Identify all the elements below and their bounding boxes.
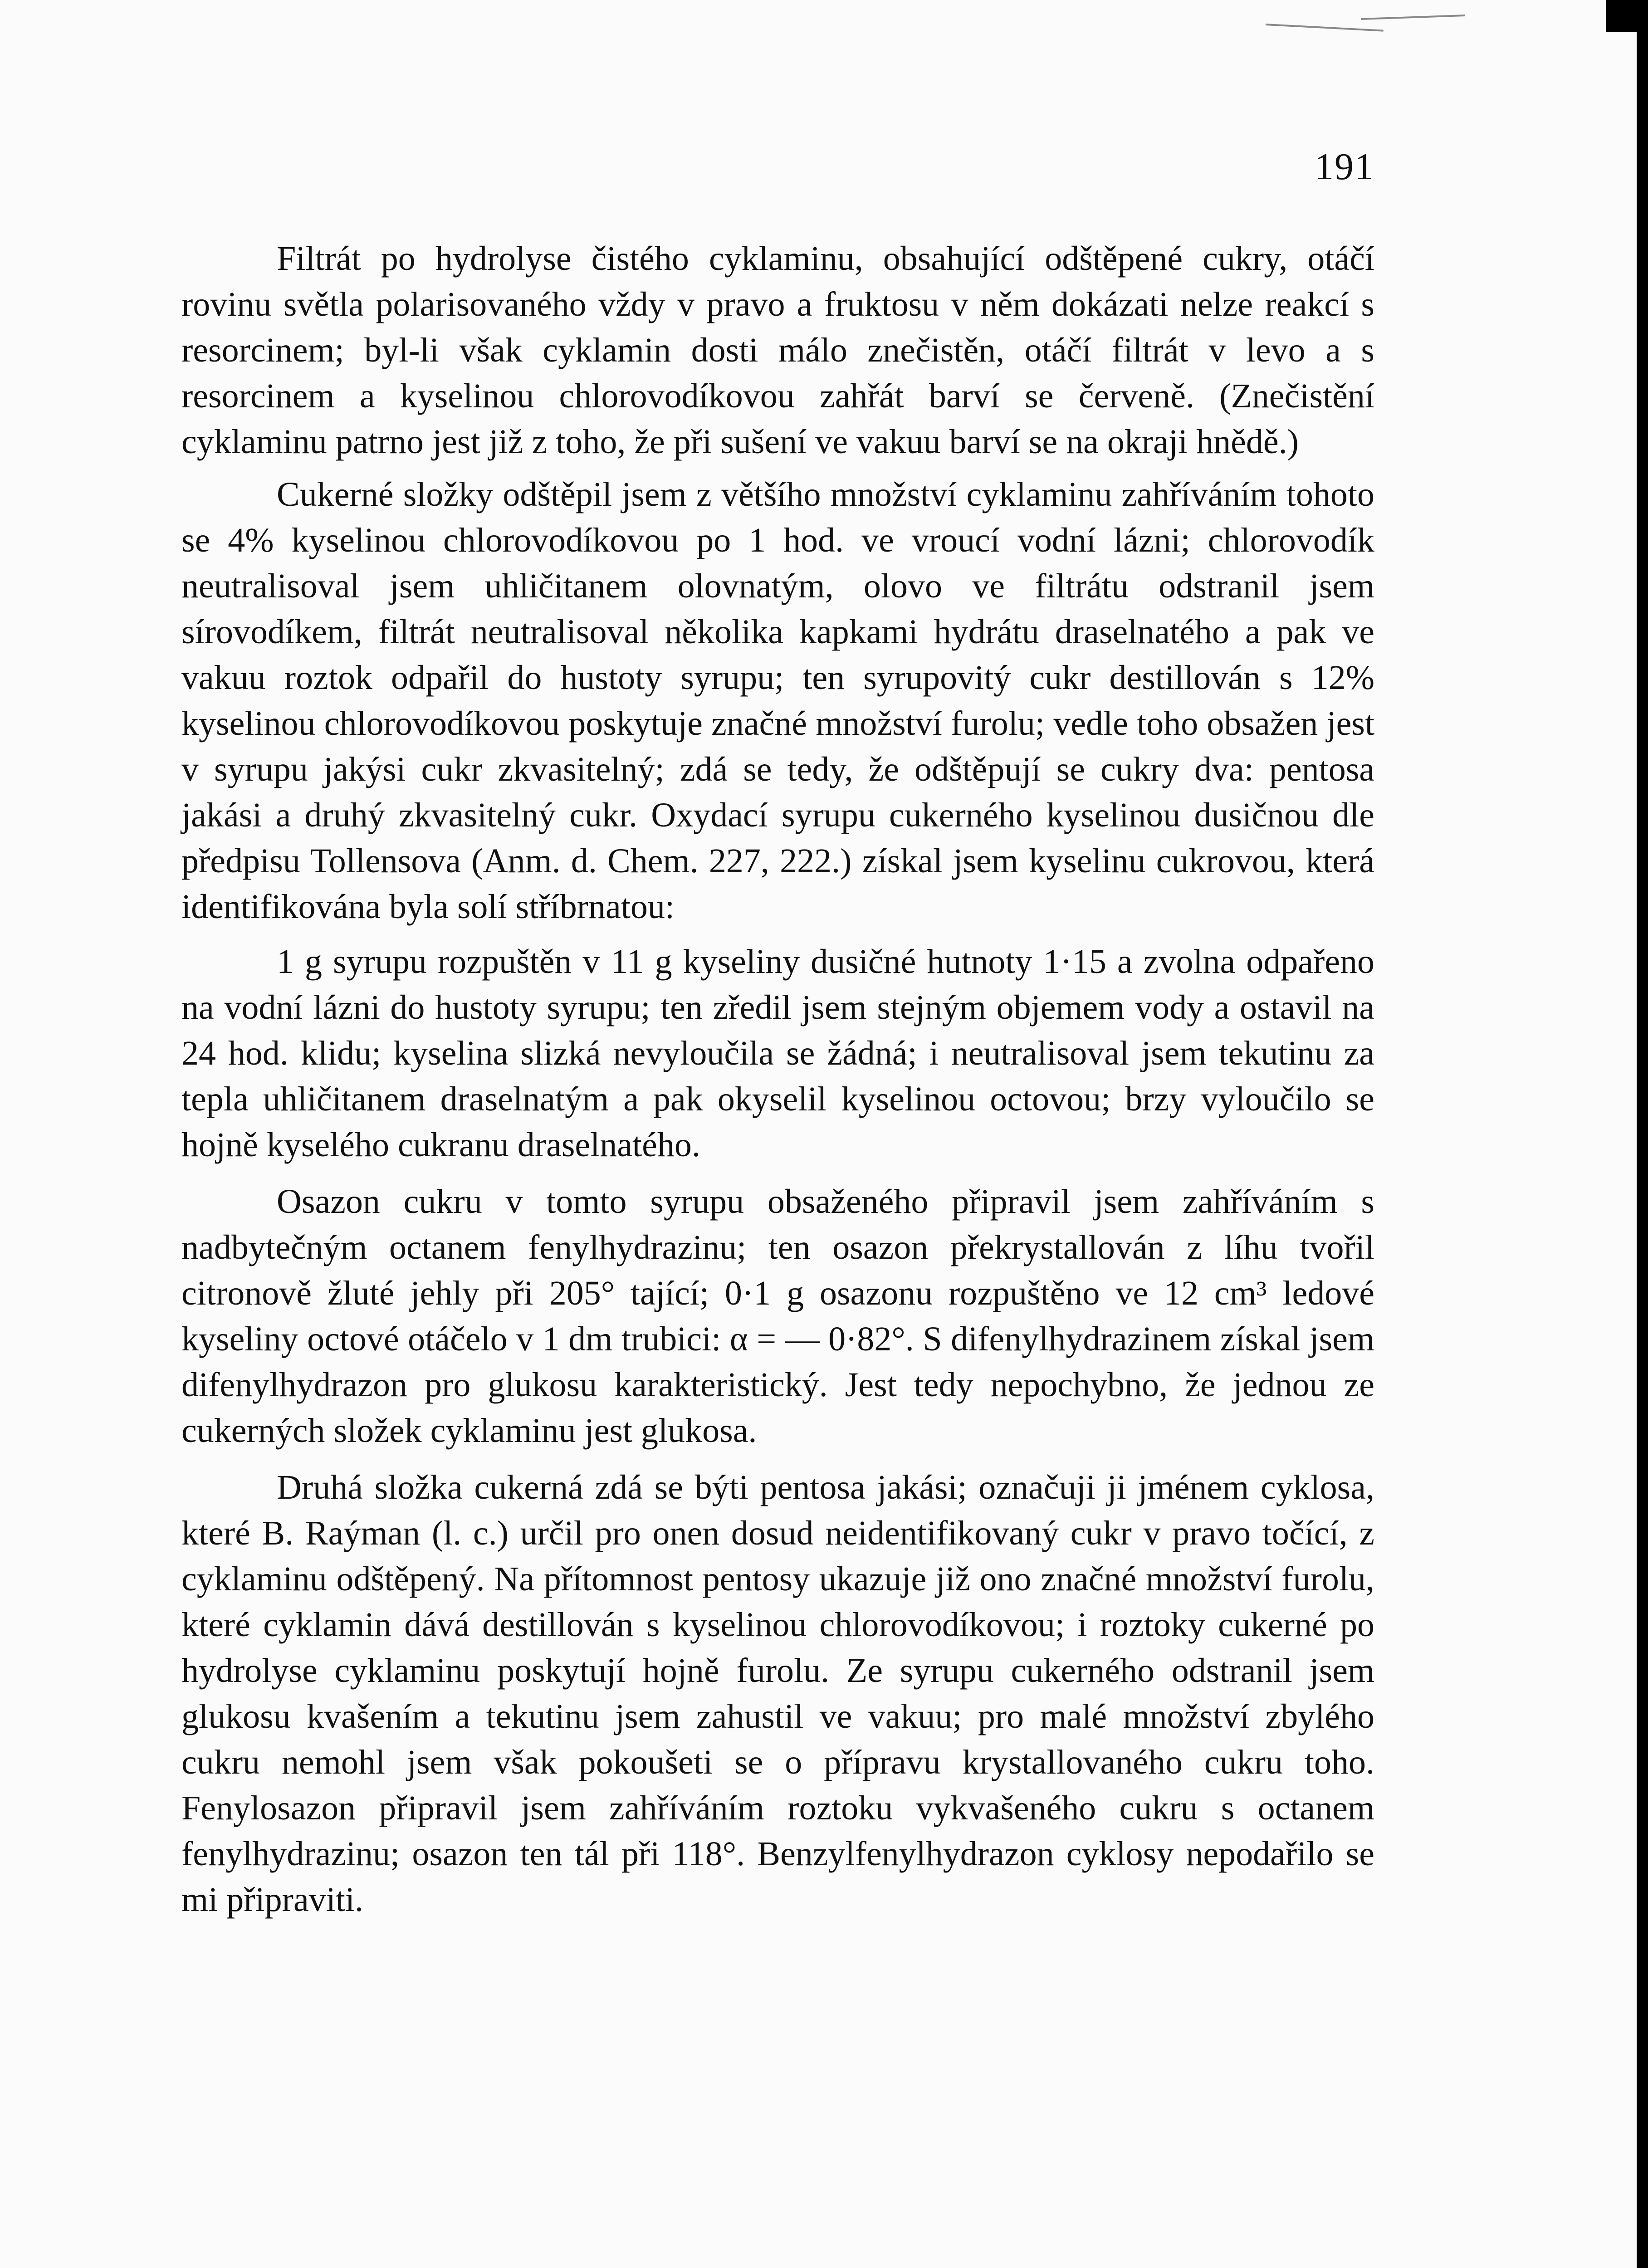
paragraph-4: Osazon cukru v tomto syrupu obsaženého připravil jsem zahříváním s nadbytečným octanem fenylhydrazinu; ten osazon překrystallován z líhu tvořil citronově žluté jehly při 205° tající; 0·1 g osazonu rozpuštěno ve 12 cm³ ledové kyseliny octové otáčelo v 1 dm trubici: α = — 0·82°. S difenylhydrazinem získal jsem difenylhydrazon pro glukosu karakteristický. Jest tedy nepochybno, že jednou ze cukerných složek cyklaminu jest glukosa. bbox=[181, 1183, 1374, 1450]
scan-mark bbox=[1361, 15, 1465, 20]
scan-edge-right bbox=[1637, 0, 1648, 2268]
paragraph-2: Cukerné složky odštěpil jsem z většího množství cyklaminu zahříváním tohoto se 4% kyselinou chlorovodíkovou po 1 hod. ve vroucí vodní lázni; chlorovodík neutralisoval jsem uhličitanem olovnatým, olovo ve filtrátu odstranil jsem sírovodíkem, filtrát neutralisoval několika kapkami hydrátu draselnatého a pak ve vakuu roztok odpařil do hustoty syrupu; ten syrupovitý cukr destillován s 12% kyselinou chlorovodíkovou poskytuje značné množství furolu; vedle toho obsažen jest v syrupu jakýsi cukr zkvasitelný; zdá se tedy, že odštěpují se cukry dva: pentosa jakási a druhý zkvasitelný cukr. Oxydací syrupu cukerného kyselinou dusičnou dle předpisu Tollensova (Anm. d. Chem. 227, 222.) získal jsem kyselinu cukrovou, která identifikována byla solí stříbrnatou: bbox=[181, 475, 1374, 926]
page-number: 191 bbox=[1315, 146, 1374, 188]
paragraph-5: Druhá složka cukerná zdá se býti pentosa jakási; označuji ji jménem cyklosa, které B. Raýman (l. c.) určil pro onen dosud neidentifikovaný cukr v pravo točící, z cyklaminu odštěpený. Na přítomnost pentosy ukazuje již ono značné množství furolu, které cyklamin dává destillován s kyselinou chlorovodíkovou; i roztoky cukerné po hydrolyse cyklaminu poskytují hojně furolu. Ze syrupu cukerného odstranil jsem glukosu kvašením a tekutinu jsem zahustil ve vakuu; pro malé množství zbylého cukru nemohl jsem však pokoušeti se o přípravu krystallovaného cukru toho. Fenylosazon připravil jsem zahříváním roztoku vykvašeného cukru s octanem fenylhydrazinu; osazon ten tál při 118°. Benzylfenylhydrazon cyklosy nepodařilo se mi připraviti. bbox=[181, 1468, 1374, 1919]
body-text bbox=[181, 236, 1374, 1930]
paragraph-3: 1 g syrupu rozpuštěn v 11 g kyseliny dusičné hutnoty 1·15 a zvolna odpařeno na vodní lázni do hustoty syrupu; ten zředil jsem stejným objemem vody a ostavil na 24 hod. klidu; kyselina slizká nevyloučila se žádná; i neutralisoval jsem tekutinu za tepla uhličitanem draselnatým a pak okyselil kyselinou octovou; brzy vyloučilo se hojně kyselého cukranu draselnatého. bbox=[181, 943, 1374, 1164]
scan-mark bbox=[1266, 24, 1384, 32]
paragraph-1: Filtrát po hydrolyse čistého cyklaminu, obsahující odštěpené cukry, otáčí rovinu světla polarisovaného vždy v pravo a fruktosu v něm dokázati nelze reakcí s resorcinem; byl-li však cyklamin dosti málo znečistěn, otáčí filtrát v levo a s resorcinem a kyselinou chlorovodíkovou zahřát barví se červeně. (Znečistění cyklaminu patrno jest již z toho, že při sušení ve vakuu barví se na okraji hnědě.) bbox=[181, 240, 1374, 461]
